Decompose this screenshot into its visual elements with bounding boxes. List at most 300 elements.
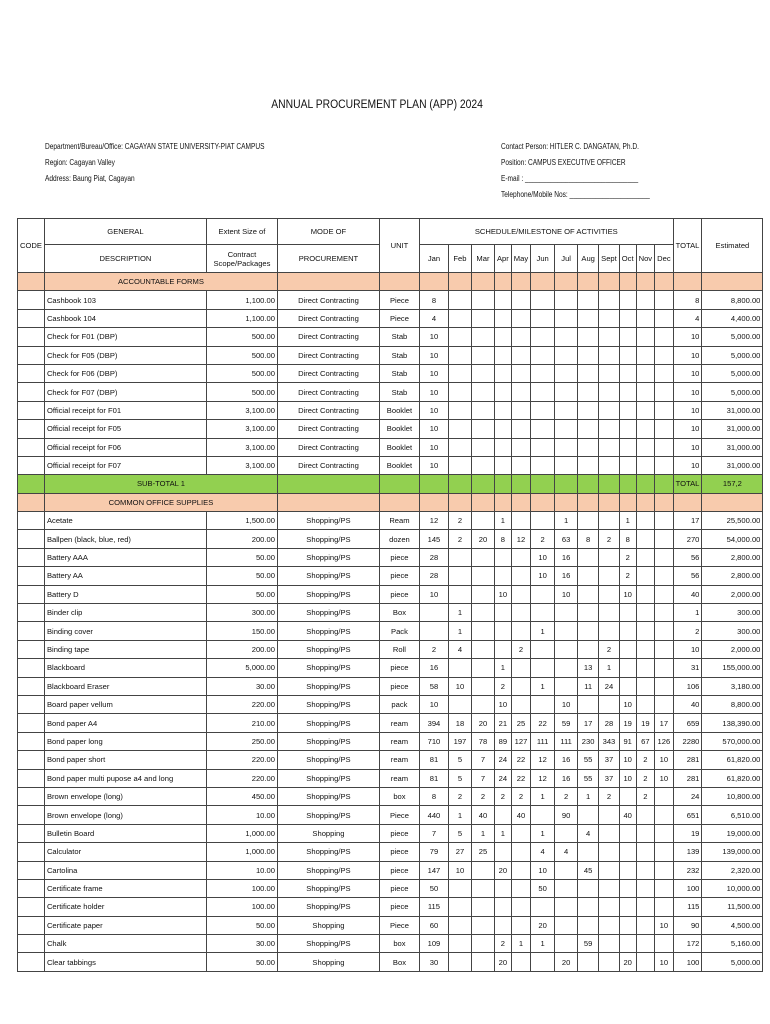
total-cell: 4 xyxy=(673,309,702,327)
month-cell xyxy=(578,364,599,382)
blank-cell xyxy=(619,273,636,291)
month-cell xyxy=(578,512,599,530)
extent-cell: 30.00 xyxy=(206,677,277,695)
month-cell: 5 xyxy=(448,751,471,769)
blank-cell xyxy=(673,273,702,291)
estimated-cell: 139,000.00 xyxy=(702,843,763,861)
month-cell xyxy=(448,346,471,364)
month-cell xyxy=(619,291,636,309)
estimated-cell: 300.00 xyxy=(702,622,763,640)
month-header-sept: Sept xyxy=(599,245,620,273)
month-header-jun: Jun xyxy=(531,245,555,273)
extent-cell: 500.00 xyxy=(206,346,277,364)
table-row xyxy=(18,751,763,769)
code-cell xyxy=(18,640,45,658)
month-cell: 59 xyxy=(555,714,578,732)
month-cell xyxy=(494,456,511,474)
month-cell xyxy=(448,401,471,419)
unit-cell: ream xyxy=(379,769,419,787)
month-cell xyxy=(599,843,620,861)
code-cell xyxy=(18,548,45,566)
month-cell xyxy=(619,824,636,842)
month-cell xyxy=(555,659,578,677)
month-cell xyxy=(655,787,674,805)
month-cell: 1 xyxy=(531,935,555,953)
code-cell xyxy=(18,328,45,346)
month-cell: 10 xyxy=(419,695,448,713)
region-line: Region: Cagayan Valley xyxy=(45,158,115,167)
unit-cell: piece xyxy=(379,567,419,585)
month-cell xyxy=(494,401,511,419)
mode-cell: Shopping/PS xyxy=(277,567,379,585)
description-cell: Official receipt for F05 xyxy=(44,420,206,438)
month-cell: 8 xyxy=(619,530,636,548)
month-cell xyxy=(636,585,655,603)
extent-cell: 1,100.00 xyxy=(206,291,277,309)
month-header-dec: Dec xyxy=(655,245,674,273)
month-cell xyxy=(511,585,530,603)
month-cell: 16 xyxy=(555,769,578,787)
month-cell: 2 xyxy=(599,530,620,548)
estimated-cell: 2,800.00 xyxy=(702,567,763,585)
month-cell: 10 xyxy=(419,420,448,438)
month-cell: 2 xyxy=(511,640,530,658)
month-cell: 1 xyxy=(448,806,471,824)
estimated-cell: 10,000.00 xyxy=(702,879,763,897)
unit-cell: piece xyxy=(379,843,419,861)
month-cell xyxy=(636,861,655,879)
month-cell xyxy=(578,401,599,419)
month-cell xyxy=(655,622,674,640)
month-cell xyxy=(494,604,511,622)
blank-cell xyxy=(511,475,530,493)
month-header-may: May xyxy=(511,245,530,273)
month-cell xyxy=(448,567,471,585)
month-cell: 55 xyxy=(578,751,599,769)
description-cell: Cartolina xyxy=(44,861,206,879)
description-cell: Ballpen (black, blue, red) xyxy=(44,530,206,548)
month-cell xyxy=(494,916,511,934)
month-cell xyxy=(655,346,674,364)
mode-cell: Shopping/PS xyxy=(277,548,379,566)
month-cell xyxy=(578,953,599,971)
month-cell: 1 xyxy=(494,512,511,530)
code-cell xyxy=(18,732,45,750)
month-cell xyxy=(636,695,655,713)
total-cell: 10 xyxy=(673,364,702,382)
month-cell xyxy=(555,309,578,327)
extent-cell: 50.00 xyxy=(206,585,277,603)
month-cell xyxy=(619,328,636,346)
mode-cell: Direct Contracting xyxy=(277,456,379,474)
estimated-cell: 2,320.00 xyxy=(702,861,763,879)
month-cell xyxy=(578,585,599,603)
code-cell xyxy=(18,604,45,622)
unit-cell: pack xyxy=(379,695,419,713)
description-cell: Certificate holder xyxy=(44,898,206,916)
month-cell: 10 xyxy=(494,585,511,603)
code-cell xyxy=(18,383,45,401)
month-cell xyxy=(655,935,674,953)
blank-cell xyxy=(494,493,511,511)
month-cell: 2 xyxy=(599,640,620,658)
code-cell xyxy=(18,843,45,861)
table-body xyxy=(18,273,763,972)
code-cell xyxy=(18,879,45,897)
total-cell: 40 xyxy=(673,585,702,603)
month-cell xyxy=(448,659,471,677)
month-cell xyxy=(599,585,620,603)
month-cell: 10 xyxy=(655,916,674,934)
month-cell xyxy=(599,401,620,419)
month-cell xyxy=(578,420,599,438)
blank-cell xyxy=(578,273,599,291)
month-cell xyxy=(636,383,655,401)
blank-cell xyxy=(277,273,379,291)
month-cell: 10 xyxy=(448,677,471,695)
month-cell xyxy=(655,879,674,897)
month-cell xyxy=(531,512,555,530)
month-cell: 440 xyxy=(419,806,448,824)
estimated-cell: 54,000.00 xyxy=(702,530,763,548)
unit-header: UNIT xyxy=(379,219,419,273)
description-cell: Blackboard Eraser xyxy=(44,677,206,695)
total-cell: 2 xyxy=(673,622,702,640)
month-header-mar: Mar xyxy=(471,245,494,273)
month-cell xyxy=(578,806,599,824)
month-cell: 22 xyxy=(511,751,530,769)
description-cell: Binder clip xyxy=(44,604,206,622)
estimated-cell: 61,820.00 xyxy=(702,751,763,769)
code-cell xyxy=(18,695,45,713)
month-cell xyxy=(471,879,494,897)
agency-info xyxy=(45,140,264,188)
month-cell: 37 xyxy=(599,769,620,787)
month-cell xyxy=(578,898,599,916)
code-cell xyxy=(18,769,45,787)
month-cell: 2 xyxy=(636,769,655,787)
mode-cell: Shopping/PS xyxy=(277,732,379,750)
month-cell xyxy=(511,364,530,382)
total-cell: 1 xyxy=(673,604,702,622)
month-cell xyxy=(511,898,530,916)
extent-cell: 3,100.00 xyxy=(206,438,277,456)
description-cell: Binding tape xyxy=(44,640,206,658)
month-cell: 22 xyxy=(511,769,530,787)
extent-cell: 3,100.00 xyxy=(206,401,277,419)
code-cell xyxy=(18,475,45,493)
month-cell xyxy=(655,567,674,585)
mode-header-line1: MODE OF xyxy=(277,219,379,245)
month-cell: 10 xyxy=(419,585,448,603)
extent-cell: 1,000.00 xyxy=(206,843,277,861)
mode-cell: Shopping xyxy=(277,916,379,934)
month-cell xyxy=(448,420,471,438)
month-cell xyxy=(636,953,655,971)
estimated-cell: 5,000.00 xyxy=(702,346,763,364)
month-cell: 50 xyxy=(531,879,555,897)
month-cell: 16 xyxy=(419,659,448,677)
mode-cell: Shopping/PS xyxy=(277,843,379,861)
total-cell: 10 xyxy=(673,346,702,364)
estimated-cell: 10,800.00 xyxy=(702,787,763,805)
subtotal-label: SUB-TOTAL 1 xyxy=(44,475,277,493)
unit-cell: piece xyxy=(379,548,419,566)
month-cell: 1 xyxy=(555,512,578,530)
blank-cell xyxy=(599,493,620,511)
blank-cell xyxy=(702,493,763,511)
blank-cell xyxy=(599,475,620,493)
unit-cell: Roll xyxy=(379,640,419,658)
description-cell: Check for F07 (DBP) xyxy=(44,383,206,401)
month-cell: 1 xyxy=(531,787,555,805)
month-cell xyxy=(655,695,674,713)
month-cell: 59 xyxy=(578,935,599,953)
extent-cell: 1,000.00 xyxy=(206,824,277,842)
month-cell xyxy=(471,383,494,401)
month-cell xyxy=(419,622,448,640)
month-cell xyxy=(655,861,674,879)
month-cell: 78 xyxy=(471,732,494,750)
description-cell: Certificate paper xyxy=(44,916,206,934)
extent-cell: 50.00 xyxy=(206,548,277,566)
month-cell xyxy=(599,806,620,824)
blank-cell xyxy=(702,273,763,291)
month-cell: 2 xyxy=(471,787,494,805)
unit-cell: Stab xyxy=(379,383,419,401)
month-cell xyxy=(471,935,494,953)
month-cell xyxy=(555,364,578,382)
estimated-cell: 31,000.00 xyxy=(702,420,763,438)
unit-cell: ream xyxy=(379,751,419,769)
code-cell xyxy=(18,420,45,438)
mode-cell: Shopping/PS xyxy=(277,806,379,824)
month-cell xyxy=(494,438,511,456)
month-cell xyxy=(599,512,620,530)
month-cell: 24 xyxy=(599,677,620,695)
month-cell: 12 xyxy=(511,530,530,548)
month-cell: 10 xyxy=(655,751,674,769)
month-cell: 710 xyxy=(419,732,448,750)
blank-cell xyxy=(531,475,555,493)
mode-cell: Shopping/PS xyxy=(277,769,379,787)
description-cell: Battery AA xyxy=(44,567,206,585)
month-cell: 2 xyxy=(448,512,471,530)
month-cell xyxy=(655,585,674,603)
month-cell xyxy=(578,622,599,640)
description-cell: Bond paper multi pupose a4 and long xyxy=(44,769,206,787)
month-cell xyxy=(511,879,530,897)
table-row xyxy=(18,604,763,622)
month-cell xyxy=(471,567,494,585)
month-cell xyxy=(448,548,471,566)
unit-cell: Stab xyxy=(379,364,419,382)
month-cell: 24 xyxy=(494,769,511,787)
table-row xyxy=(18,787,763,805)
month-cell: 67 xyxy=(636,732,655,750)
unit-cell: Stab xyxy=(379,328,419,346)
month-cell xyxy=(655,677,674,695)
month-cell: 2 xyxy=(619,548,636,566)
estimated-cell: 155,000.00 xyxy=(702,659,763,677)
mode-cell: Shopping/PS xyxy=(277,677,379,695)
month-cell xyxy=(448,438,471,456)
month-cell xyxy=(655,328,674,346)
blank-cell xyxy=(555,475,578,493)
blank-cell xyxy=(471,273,494,291)
unit-cell: Piece xyxy=(379,291,419,309)
month-cell: 8 xyxy=(494,530,511,548)
month-cell: 145 xyxy=(419,530,448,548)
month-cell xyxy=(531,309,555,327)
month-cell: 2 xyxy=(511,787,530,805)
estimated-cell: 570,000.00 xyxy=(702,732,763,750)
total-cell: 10 xyxy=(673,420,702,438)
code-cell xyxy=(18,530,45,548)
month-cell: 197 xyxy=(448,732,471,750)
month-cell xyxy=(655,604,674,622)
month-cell xyxy=(655,806,674,824)
month-cell: 60 xyxy=(419,916,448,934)
month-cell: 40 xyxy=(619,806,636,824)
total-cell: 281 xyxy=(673,769,702,787)
month-cell: 91 xyxy=(619,732,636,750)
page-title: ANNUAL PROCUREMENT PLAN (APP) 2024 xyxy=(271,99,483,111)
month-cell: 2 xyxy=(448,787,471,805)
month-cell xyxy=(555,861,578,879)
month-cell: 2 xyxy=(555,787,578,805)
total-header: TOTAL xyxy=(673,219,702,273)
table-row xyxy=(18,879,763,897)
month-cell xyxy=(511,512,530,530)
month-cell xyxy=(531,383,555,401)
table-row xyxy=(18,567,763,585)
month-cell xyxy=(619,787,636,805)
month-cell: 115 xyxy=(419,898,448,916)
month-cell: 10 xyxy=(494,695,511,713)
unit-cell: piece xyxy=(379,659,419,677)
address-line: Address: Baung Piat, Cagayan xyxy=(45,174,135,183)
code-cell xyxy=(18,751,45,769)
total-cell: 106 xyxy=(673,677,702,695)
description-cell: Calculator xyxy=(44,843,206,861)
month-cell: 10 xyxy=(419,383,448,401)
mode-cell: Shopping/PS xyxy=(277,751,379,769)
total-cell: 10 xyxy=(673,640,702,658)
description-cell: Bond paper long xyxy=(44,732,206,750)
month-cell: 394 xyxy=(419,714,448,732)
month-cell: 1 xyxy=(448,604,471,622)
blank-cell xyxy=(419,475,448,493)
code-cell xyxy=(18,935,45,953)
month-cell xyxy=(636,530,655,548)
table-row xyxy=(18,861,763,879)
month-cell: 111 xyxy=(555,732,578,750)
month-cell xyxy=(511,843,530,861)
month-header-nov: Nov xyxy=(636,245,655,273)
contact-person-line: Contact Person: HITLER C. DANGATAN, Ph.D. xyxy=(501,142,639,151)
mode-cell: Shopping xyxy=(277,953,379,971)
month-cell xyxy=(448,953,471,971)
month-cell xyxy=(471,585,494,603)
month-cell xyxy=(511,456,530,474)
estimated-cell: 61,820.00 xyxy=(702,769,763,787)
month-cell: 50 xyxy=(419,879,448,897)
month-cell xyxy=(511,659,530,677)
month-cell xyxy=(494,806,511,824)
month-cell: 20 xyxy=(531,916,555,934)
month-cell xyxy=(599,309,620,327)
mode-cell: Shopping/PS xyxy=(277,640,379,658)
month-cell xyxy=(655,291,674,309)
extent-cell: 100.00 xyxy=(206,879,277,897)
month-cell xyxy=(655,640,674,658)
month-cell xyxy=(636,677,655,695)
position-line: Position: CAMPUS EXECUTIVE OFFICER xyxy=(501,158,626,167)
month-cell xyxy=(599,861,620,879)
month-cell: 1 xyxy=(448,622,471,640)
month-cell: 109 xyxy=(419,935,448,953)
month-cell xyxy=(599,898,620,916)
code-cell xyxy=(18,898,45,916)
blank-cell xyxy=(511,273,530,291)
month-cell: 37 xyxy=(599,751,620,769)
table-row xyxy=(18,401,763,419)
extent-cell: 100.00 xyxy=(206,898,277,916)
total-cell: 172 xyxy=(673,935,702,953)
month-cell xyxy=(555,401,578,419)
month-cell: 4 xyxy=(555,843,578,861)
month-cell xyxy=(636,622,655,640)
estimated-cell: 8,800.00 xyxy=(702,695,763,713)
subtotal-total-label: TOTAL xyxy=(673,475,702,493)
month-cell xyxy=(531,604,555,622)
estimated-cell: 3,180.00 xyxy=(702,677,763,695)
code-cell xyxy=(18,677,45,695)
month-cell xyxy=(448,879,471,897)
extent-cell: 300.00 xyxy=(206,604,277,622)
description-cell: Battery AAA xyxy=(44,548,206,566)
month-cell: 20 xyxy=(494,861,511,879)
month-cell xyxy=(494,346,511,364)
schedule-header: SCHEDULE/MILESTONE OF ACTIVITIES xyxy=(419,219,673,245)
month-cell xyxy=(511,916,530,934)
month-cell xyxy=(471,548,494,566)
extent-cell: 10.00 xyxy=(206,806,277,824)
mode-cell: Direct Contracting xyxy=(277,291,379,309)
month-cell xyxy=(619,640,636,658)
description-cell: Bulletin Board xyxy=(44,824,206,842)
month-cell xyxy=(555,916,578,934)
total-cell: 2280 xyxy=(673,732,702,750)
month-cell xyxy=(471,916,494,934)
total-cell: 100 xyxy=(673,953,702,971)
code-cell xyxy=(18,512,45,530)
month-cell: 27 xyxy=(448,843,471,861)
month-cell: 1 xyxy=(494,659,511,677)
month-cell xyxy=(655,420,674,438)
month-cell xyxy=(494,420,511,438)
description-cell: Acetate xyxy=(44,512,206,530)
total-cell: 40 xyxy=(673,695,702,713)
blank-cell xyxy=(511,493,530,511)
mode-header-line2: PROCUREMENT xyxy=(277,245,379,273)
month-cell: 2 xyxy=(494,677,511,695)
month-cell: 2 xyxy=(619,567,636,585)
mode-cell: Shopping/PS xyxy=(277,512,379,530)
month-cell: 10 xyxy=(531,548,555,566)
month-cell xyxy=(511,861,530,879)
